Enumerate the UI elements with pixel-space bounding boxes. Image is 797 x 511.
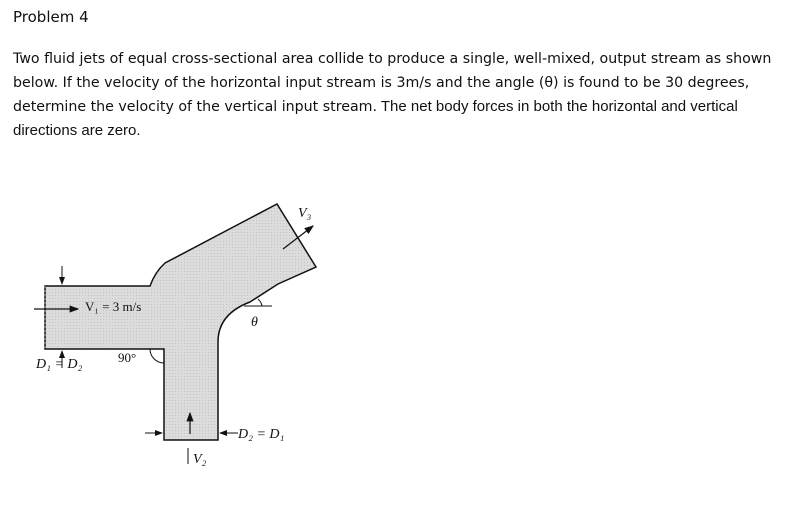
theta-label: θ — [251, 315, 258, 330]
v3-label: V₃ — [298, 206, 312, 221]
fluid-body — [45, 204, 316, 440]
d1-d2-label: D₁ = D₂ — [36, 357, 83, 372]
angle-90-arc — [150, 349, 164, 363]
d2-d1-label: D₂ = D₁ — [238, 427, 285, 442]
statement-part2: The net body forces in both the horizontal and vertical directions are zero. — [13, 98, 738, 139]
problem-title: Problem 4 — [13, 8, 89, 26]
angle-90-label: 90° — [118, 350, 137, 365]
v2-label: V₂ — [193, 452, 207, 467]
theta-arc — [258, 299, 262, 306]
v1-label: V₁ = 3 m/s — [85, 299, 142, 314]
statement-part1: Two fluid jets of equal cross-sectional area collide to produce a single, well-mixed, output stream as shown below. If the velocity of the horizontal input stream is 3m/s and the angle (θ) is found to be 30 degrees, determine the velocity of the vertical input stream. — [13, 51, 772, 115]
